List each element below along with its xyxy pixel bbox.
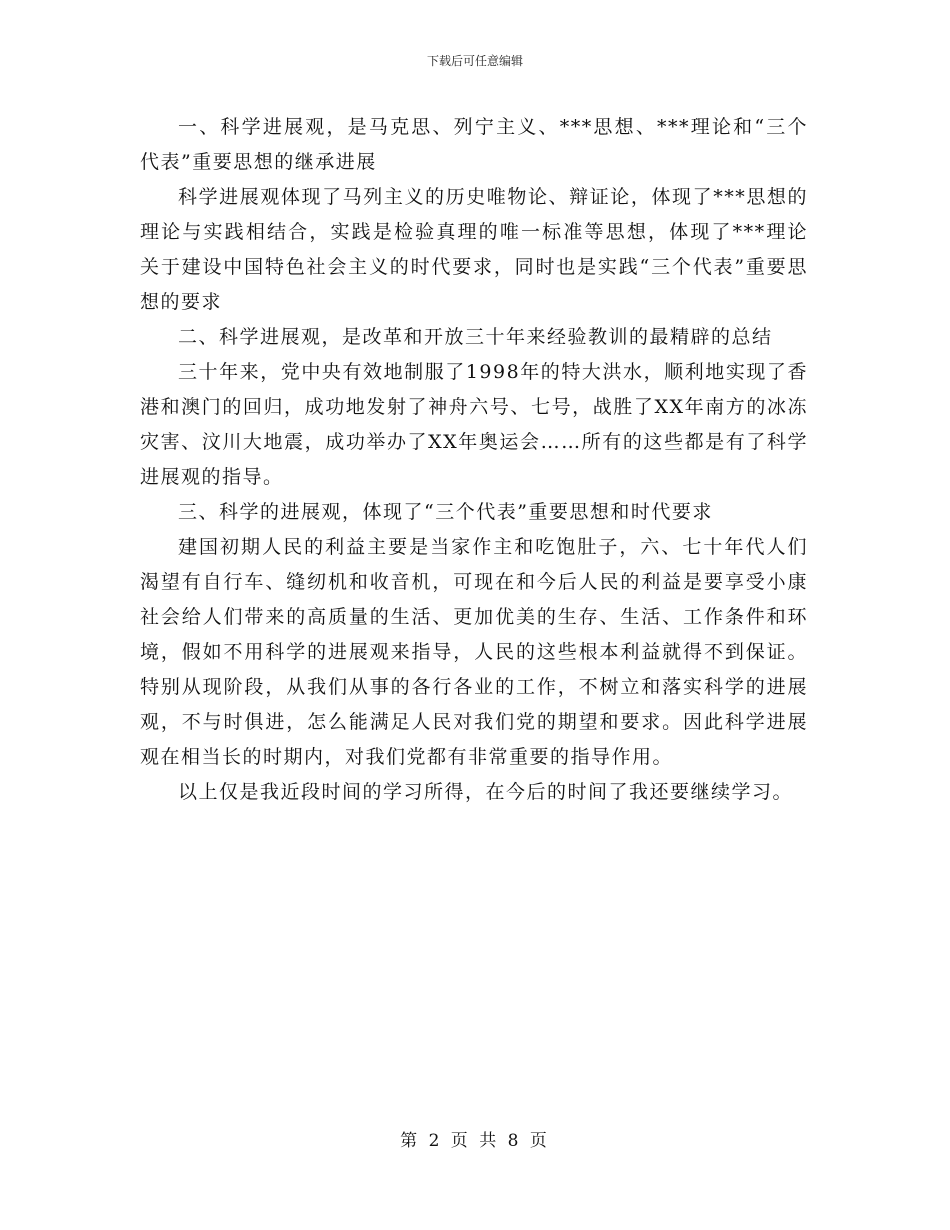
closing-paragraph: 以上仅是我近段时间的学习所得，在今后的时间了我还要继续学习。	[178, 781, 794, 803]
body-paragraph-1: 科学进展观体现了马列主义的历史唯物论、辩证论，体现了***思想的理论与实践相结合，实践是检验真理的唯一标准等思想，体现了***理论关于建设中国特色社会主义的时代要求，同时也是实践“三个代表”重要思想的要求	[140, 186, 808, 313]
section-heading-1: 一、科学进展观，是马克思、列宁主义、***思想、***理论和“三个代表”重要思想的继承进展	[140, 116, 808, 173]
body-paragraph-3: 建国初期人民的利益主要是当家作主和吃饱肚子，六、七十年代人们渴望有自行车、缝纫机和收音机，可现在和今后人民的利益是要享受小康社会给人们带来的高质量的生活、更加优美的生存、生活、工作条件和环境，假如不用科学的进展观来指导，人民的这些根本利益就得不到保证。特别从现阶段，从我们从事的各行各业的工作，不树立和落实科学的进展观，不与时俱进，怎么能满足人民对我们党的期望和要求。因此科学进展观在相当长的时期内，对我们党都有非常重要的指导作用。	[140, 536, 808, 768]
section-heading-2: 二、科学进展观，是改革和开放三十年来经验教训的最精辟的总结	[178, 326, 773, 348]
page-header: 下载后可任意编辑	[426, 54, 523, 68]
page-number-footer: 第 2 页 共 8 页	[400, 1131, 550, 1151]
section-heading-3: 三、科学的进展观，体现了“三个代表”重要思想和时代要求	[178, 501, 713, 523]
body-paragraph-2: 三十年来，党中央有效地制服了1998年的特大洪水，顺利地实现了香港和澳门的回归，成功地发射了神舟六号、七号，战胜了XX年南方的冰冻灾害、汶川大地震，成功举办了XX年奥运会……所有的这些都是有了科学进展观的指导。	[140, 361, 808, 488]
document-body	[140, 110, 808, 810]
